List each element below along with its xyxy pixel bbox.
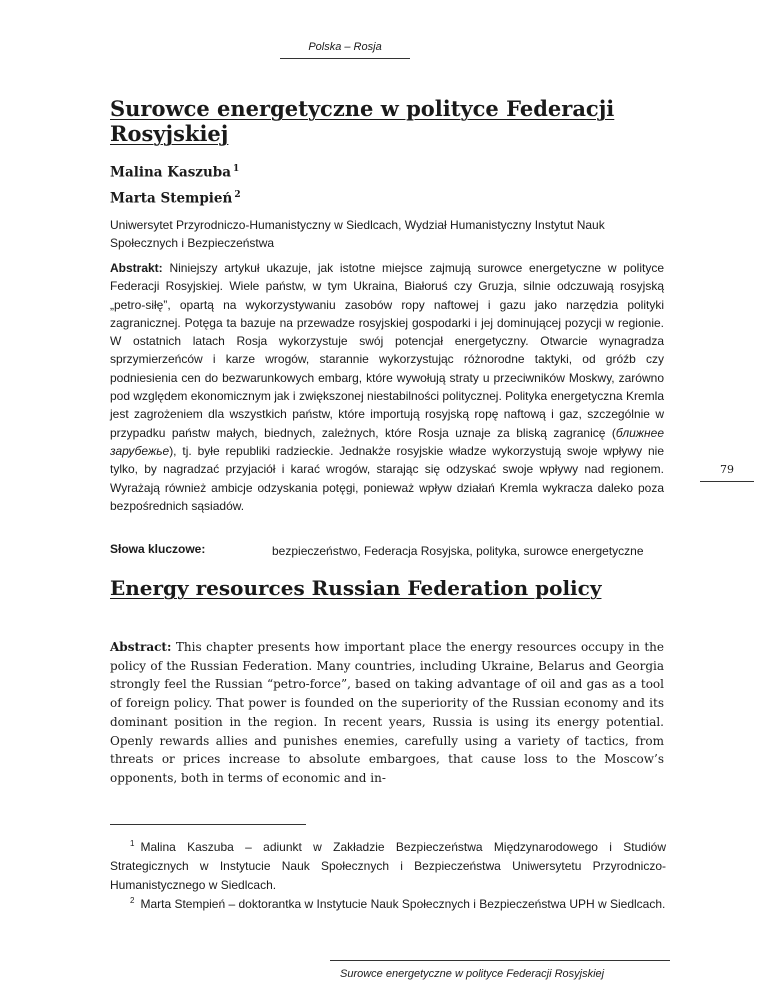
article-title-en: Energy resources Russian Federation policy [110, 576, 602, 600]
footnote-1-text: Malina Kaszuba – adiunkt w Zakładzie Bezpieczeństwa Międzynarodowego i Studiów Strategicznych w Instytucie Nauk Społecznych i Bezpieczeństwa Uniwersytetu Przyrodniczo-Humanistycznego w Siedlcach. [110, 840, 666, 892]
footer-rule [330, 960, 670, 961]
author-1-name: Malina Kaszuba [110, 164, 231, 181]
running-footer: Surowce energetyczne w polityce Federacji Rosyjskiej [340, 968, 605, 980]
footnote-2-text: Marta Stempień – doktorantka w Instytucie Nauk Społecznych i Bezpieczeństwa UPH w Siedlcach. [140, 897, 666, 911]
abstract-en [110, 638, 664, 788]
footnote-2 [110, 891, 666, 914]
abstract-pl-text-before: Niniejszy artykuł ukazuje, jak istotne miejsce zajmują surowce energetyczne w polityce Federacji Rosyjskiej. Wiele państw, w tym Ukraina, Białoruś czy Gruzja, silnie odczuwają rosyjską „petro-siłę”, opartą na wykorzystywaniu zasobów ropy naftowej i gazu jako narzędzia polityki zagranicznej. Potęga ta bazuje na przewadze rosyjskiej gospodarki i jej dominującej pozycji w regionie. W ostatnich latach Rosja wykorzystuje swój potencjał energetyczny. Otwarcie wynagradza sprzymierzeńców i karze wrogów, starannie wykorzystując różnorodne taktyki, od gróźb czy podniesienia cen do bezwarunkowych embarg, które wywołują straty u przeciwników Moskwy, zarówno pod względem ekonomicznym jak i zwiększonej niestabilności politycznej. Polityka energetyczna Kremla jest zagrożeniem dla wszystkich państw, które importują rosyjską ropę naftową i gaz, szczególnie w przypadku państw małych, biednych, zależnych, które Rosja uznaje za bliską zagranicę ( [110, 261, 664, 440]
affiliation: Uniwersytet Przyrodniczo-Humanistyczny w Siedlcach, Wydział Humanistyczny Instytut Nauk Społecznych i Bezpieczeństwa [110, 218, 605, 250]
article-title-pl: Surowce energetyczne w polityce Federacji Rosyjskiej [110, 96, 615, 146]
author-1 [110, 164, 239, 181]
page-number-rule [700, 481, 754, 482]
abstract-pl [110, 259, 664, 515]
footnote-rule [110, 824, 306, 825]
author-1-footnote-mark[interactable]: 1 [232, 164, 240, 174]
keywords-label: Słowa kluczowe: [110, 542, 206, 556]
author-2 [110, 190, 241, 207]
author-2-footnote-mark[interactable]: 2 [234, 190, 241, 200]
running-header: Polska – Rosja [308, 41, 382, 53]
abstract-en-text: This chapter presents how important place the energy resources occupy in the policy of the Russian Federation. Many countries, including Ukraine, Belarus and Georgia strongly feel the Russian “petro-force”, based on taking advantage of oil and gas as a tool of foreign policy. That power is founded on the superiority of the Russian economy and its dominant position in the region. In recent years, Russia is using its energy potential. Openly rewards allies and punishes enemies, carefully using a variety of tactics, from threats or prices increase to absolute embargoes, that cause loss to the Moscow’s opponents, both in terms of economic and in- [110, 640, 664, 785]
header-rule [280, 58, 410, 59]
abstract-en-label: Abstract: [110, 640, 172, 654]
footnote-2-mark: 2 [130, 896, 135, 905]
keywords-text: bezpieczeństwo, Federacja Rosyjska, polityka, surowce energetyczne [272, 544, 644, 558]
abstract-pl-text-after: ), tj. byłe republiki radzieckie. Jednakże rosyjskie władze wykorzystują swoje wpływy nie tylko, by nagradzać przyjaciół i karać wrogów, starając się odzyskać swoje wpływy nad regionem. Wyrażają również ambicje odzyskania potęgi, ponieważ wpływ działań Kremla wykracza daleko poza bezpośrednich sąsiadów. [110, 443, 664, 513]
footnote-1-mark: 1 [130, 839, 135, 848]
page-number: 79 [720, 463, 734, 476]
author-2-name: Marta Stempień [110, 190, 233, 207]
footnote-1 [110, 834, 666, 895]
abstract-pl-italic: ближнее зарубежье [110, 425, 664, 458]
abstract-pl-label: Abstrakt: [110, 261, 163, 275]
